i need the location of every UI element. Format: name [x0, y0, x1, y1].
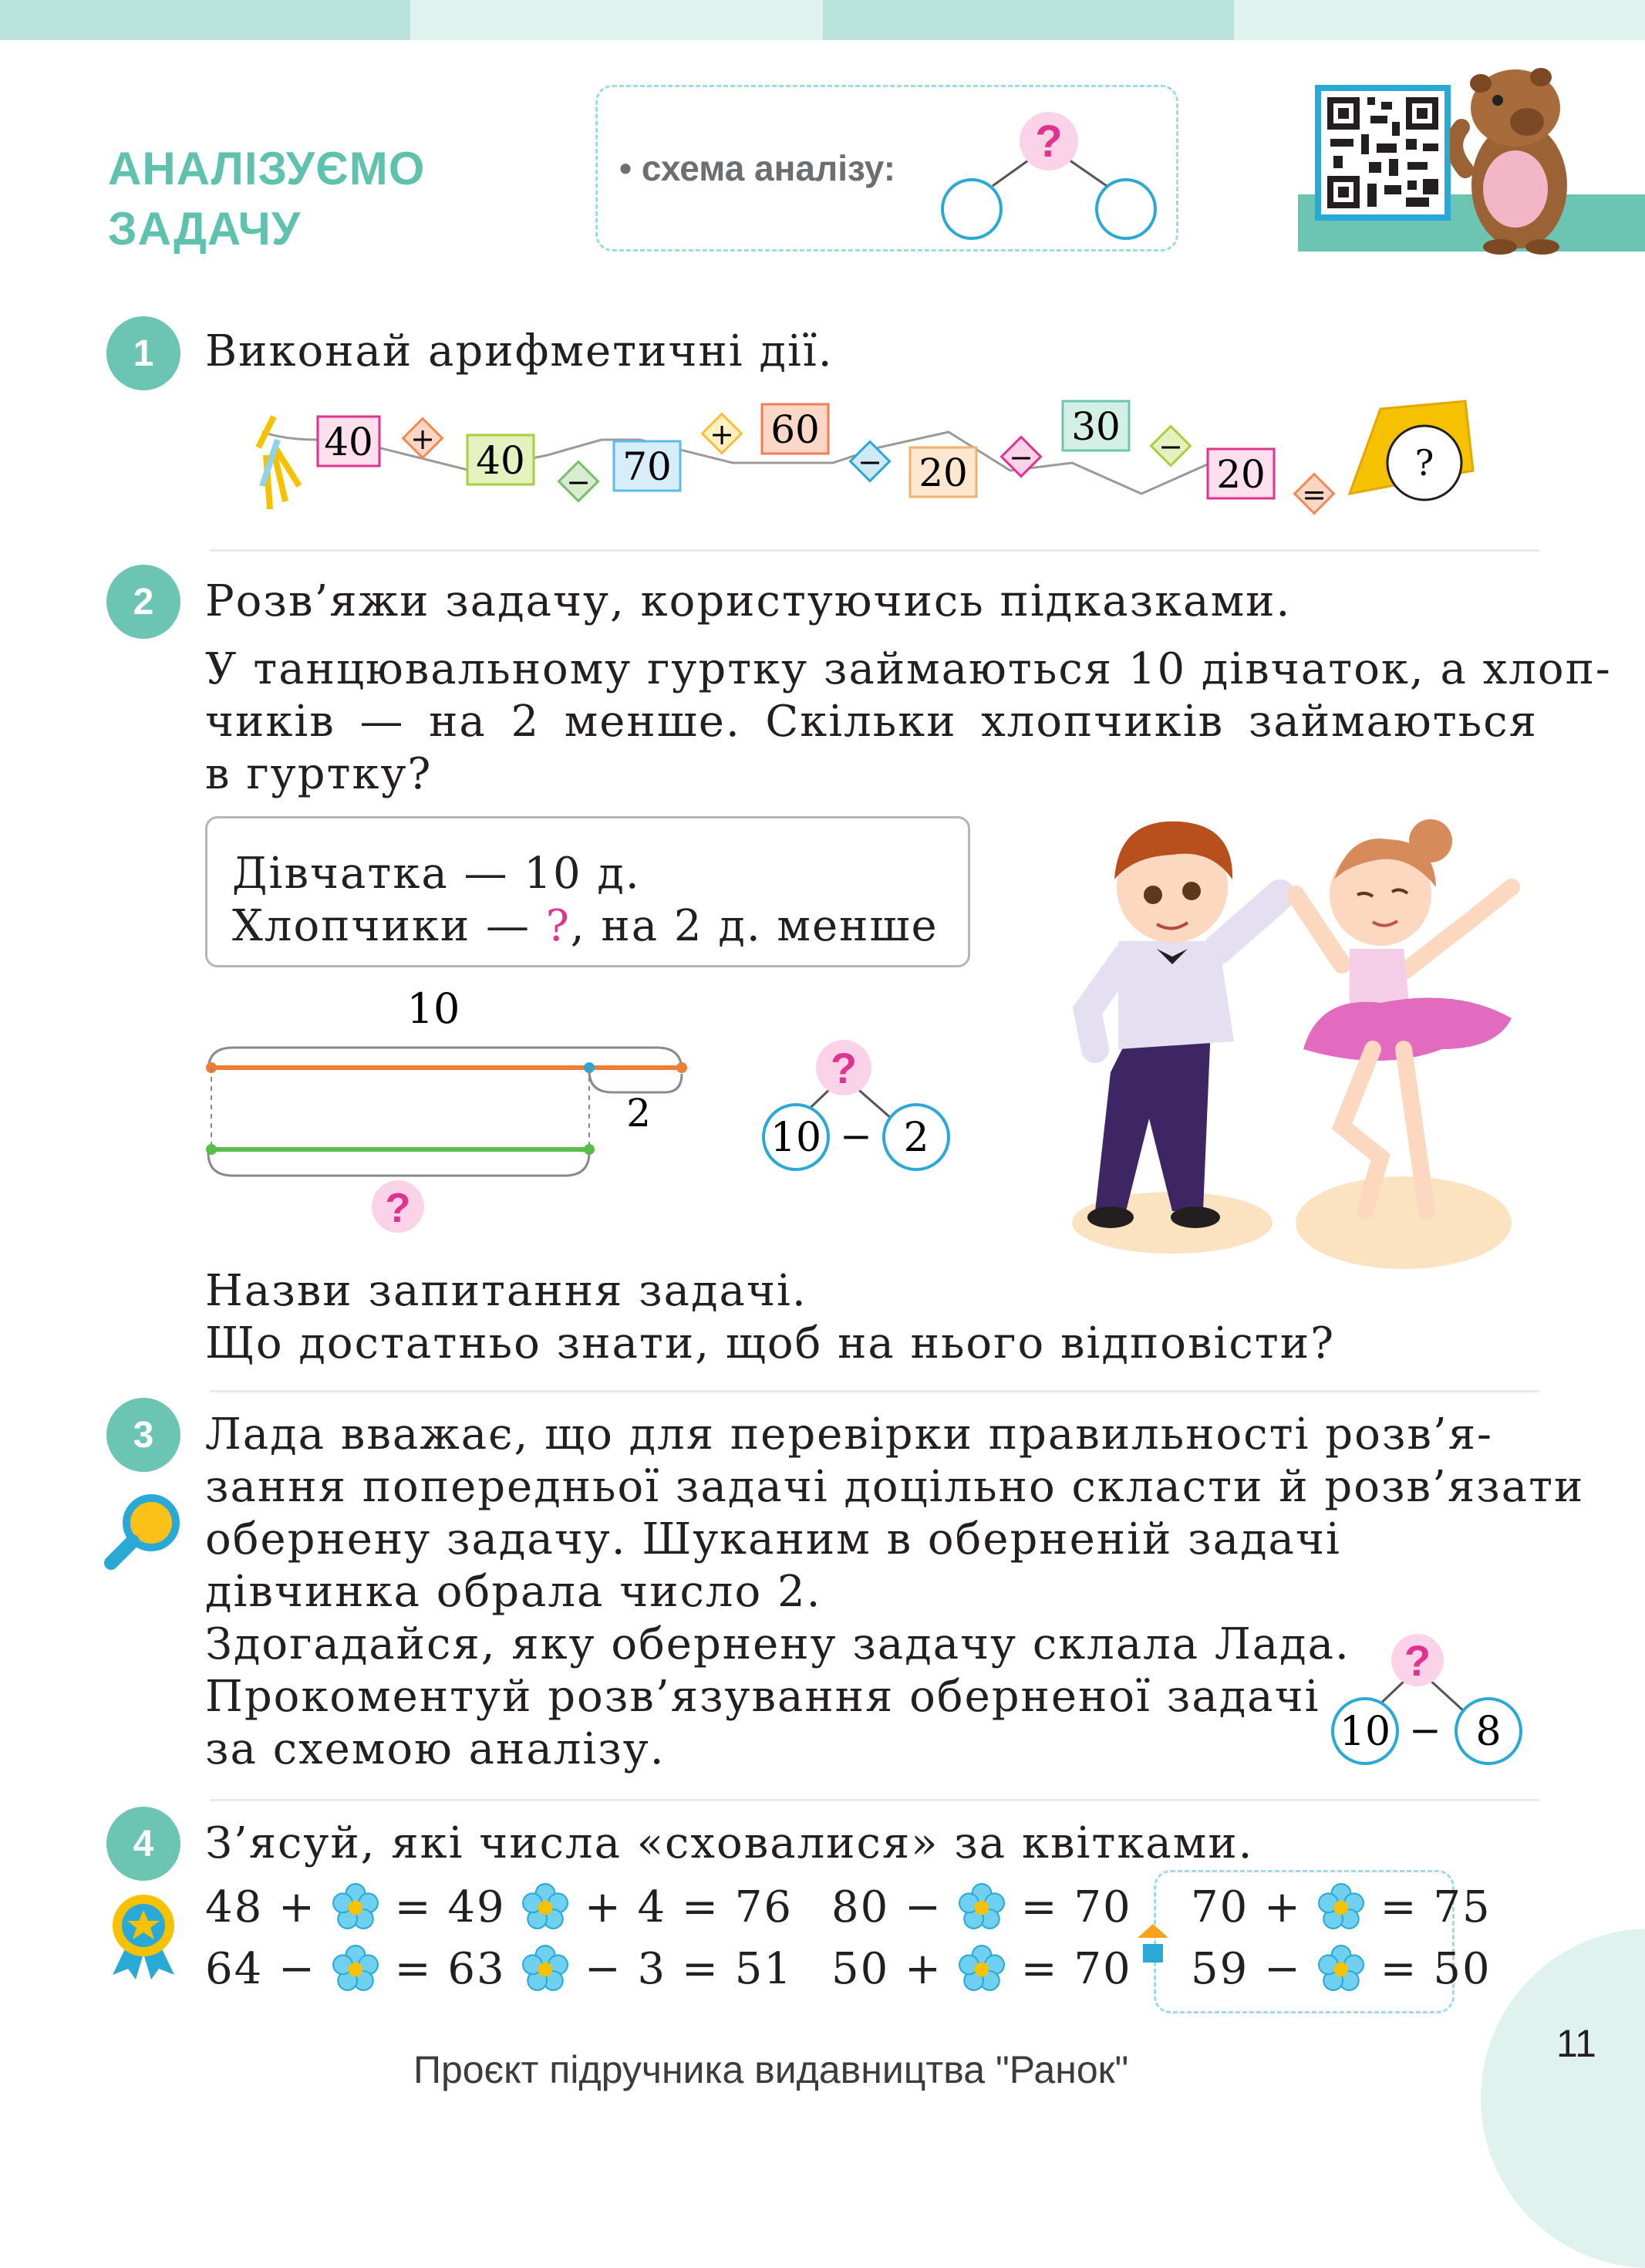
flower-icon: [958, 1945, 1006, 1993]
dancing-children-illustration: [1041, 795, 1550, 1273]
chain-op: [703, 414, 742, 454]
task1-text: Виконай арифметичні дії.: [205, 326, 834, 376]
svg-text:?: ?: [1035, 116, 1063, 167]
equation: 59 − = 50: [1191, 1944, 1492, 1994]
flower-icon: [332, 1945, 379, 1993]
svg-text:8: 8: [1475, 1709, 1502, 1755]
svg-text:?: ?: [1404, 1636, 1431, 1685]
svg-text:40: 40: [324, 420, 373, 464]
svg-text:−: −: [858, 445, 882, 479]
analysis-scheme-box: [595, 85, 1178, 251]
equation: 70 + = 75: [1191, 1882, 1492, 1932]
chain-op: [1151, 427, 1191, 466]
svg-text:+: +: [410, 422, 435, 456]
chain-tile: [762, 404, 828, 454]
top-bar-segment: [410, 0, 823, 40]
magnifier-icon: [100, 1489, 185, 1574]
chain-tile: [1208, 449, 1274, 498]
project-note: Проєкт підручника видавництва "Ранок": [413, 2048, 1129, 2091]
svg-text:?: ?: [830, 1044, 858, 1092]
page-number: 11: [1556, 2022, 1596, 2065]
segment-diagram: [202, 980, 696, 1234]
condition-box: [205, 816, 970, 967]
svg-text:2: 2: [903, 1115, 929, 1161]
equation: 80 − = 70: [831, 1882, 1132, 1932]
chain-tile: [1063, 401, 1129, 451]
chain-tile: [614, 441, 680, 491]
task2-instruction: Розв’яжи задачу, користуючись підказками.: [205, 576, 1292, 626]
equation: 50 + = 70: [831, 1944, 1132, 1994]
chain-tile: [467, 435, 534, 484]
svg-text:−: −: [1409, 1708, 1441, 1753]
chain-op: [1002, 437, 1041, 477]
equation: − 3 = 51: [521, 1944, 793, 1994]
flower-icon: [521, 1883, 569, 1931]
svg-text:−: −: [1009, 440, 1033, 474]
svg-text:?: ?: [1414, 442, 1434, 484]
svg-text:60: 60: [770, 407, 820, 452]
house-icon: [1134, 1921, 1172, 1967]
task3-text: Лада вважає, що для перевірки правильності розв’я- зання попередньої задачі доцільно скласти й розв’язати обернену задачу. Шуканим в оберненій задачі дівчинка обрала число 2. Здогадайся, яку обернену задачу склала Лада. Прокоментуй розв’язування оберненої задачі за схемою аналізу.: [205, 1409, 1585, 1774]
equation: + 4 = 76: [521, 1882, 793, 1932]
task-number-badge: 1: [106, 316, 180, 390]
analysis-scheme-icon: [937, 109, 1161, 248]
svg-text:?: ?: [385, 1185, 411, 1231]
condition-line: Дівчатка — 10 д.: [232, 849, 641, 899]
svg-text:30: 30: [1071, 404, 1121, 449]
section-title: АНАЛІЗУЄМО ЗАДАЧУ: [108, 143, 426, 255]
svg-text:−: −: [1158, 430, 1183, 464]
chain-tile: [318, 417, 379, 466]
task2-questions: Назви запитання задачі. Що достатньо знати, щоб на нього відповісти?: [205, 1266, 1336, 1369]
page-corner: [1481, 1929, 1645, 2268]
kite-answer: [1350, 401, 1473, 500]
svg-text:20: 20: [1216, 452, 1266, 497]
chain-op: [1295, 474, 1334, 514]
flower-icon: [1317, 1945, 1365, 1993]
kite-chain: [255, 386, 1488, 532]
task-number-badge: 4: [106, 1807, 180, 1881]
svg-text:+: +: [710, 417, 734, 451]
medal-icon: [105, 1888, 182, 1981]
svg-text:10: 10: [770, 1115, 822, 1161]
flower-icon: [332, 1883, 379, 1931]
svg-text:70: 70: [622, 444, 672, 489]
chain-op: [403, 419, 443, 458]
svg-text:20: 20: [919, 451, 968, 495]
flower-icon: [958, 1883, 1006, 1931]
condition-line: Хлопчики — ?, на 2 д. менше: [232, 901, 939, 951]
top-bar-segment: [1234, 0, 1645, 40]
top-bar-segment: [0, 0, 410, 40]
qr-code[interactable]: [1315, 85, 1451, 221]
svg-text:10: 10: [1339, 1709, 1391, 1755]
capybara-mascot-image: [1450, 54, 1581, 255]
svg-text:−: −: [840, 1114, 872, 1159]
equation: 48 + = 49: [205, 1882, 506, 1932]
flower-icon: [1317, 1883, 1365, 1931]
chain-op: [559, 462, 598, 501]
svg-text:=: =: [1302, 478, 1326, 511]
analysis-scheme: [756, 1034, 964, 1188]
svg-text:10: 10: [406, 984, 460, 1033]
equation: 64 − = 63: [205, 1944, 506, 1994]
section-divider: [210, 1799, 1539, 1801]
chain-tile: [910, 447, 976, 497]
task-number-badge: 3: [106, 1398, 180, 1472]
task4-text: З’ясуй, які числа «сховалися» за квітками.: [205, 1818, 1254, 1868]
top-bar-segment: [823, 0, 1234, 40]
svg-text:40: 40: [476, 438, 525, 483]
svg-text:2: 2: [626, 1091, 651, 1136]
analysis-scheme: [1326, 1628, 1535, 1782]
task2-problem: У танцювальному гуртку займаються 10 дівчаток, а хлоп- чиків — на 2 менше. Скільки хлопчиків займаються в гуртку?: [205, 644, 1612, 799]
task-number-badge: 2: [106, 565, 180, 639]
svg-text:−: −: [566, 465, 591, 499]
flower-icon: [521, 1945, 569, 1993]
section-divider: [210, 1390, 1539, 1392]
section-divider: [210, 549, 1539, 552]
scheme-label: • схема аналізу:: [619, 148, 896, 188]
